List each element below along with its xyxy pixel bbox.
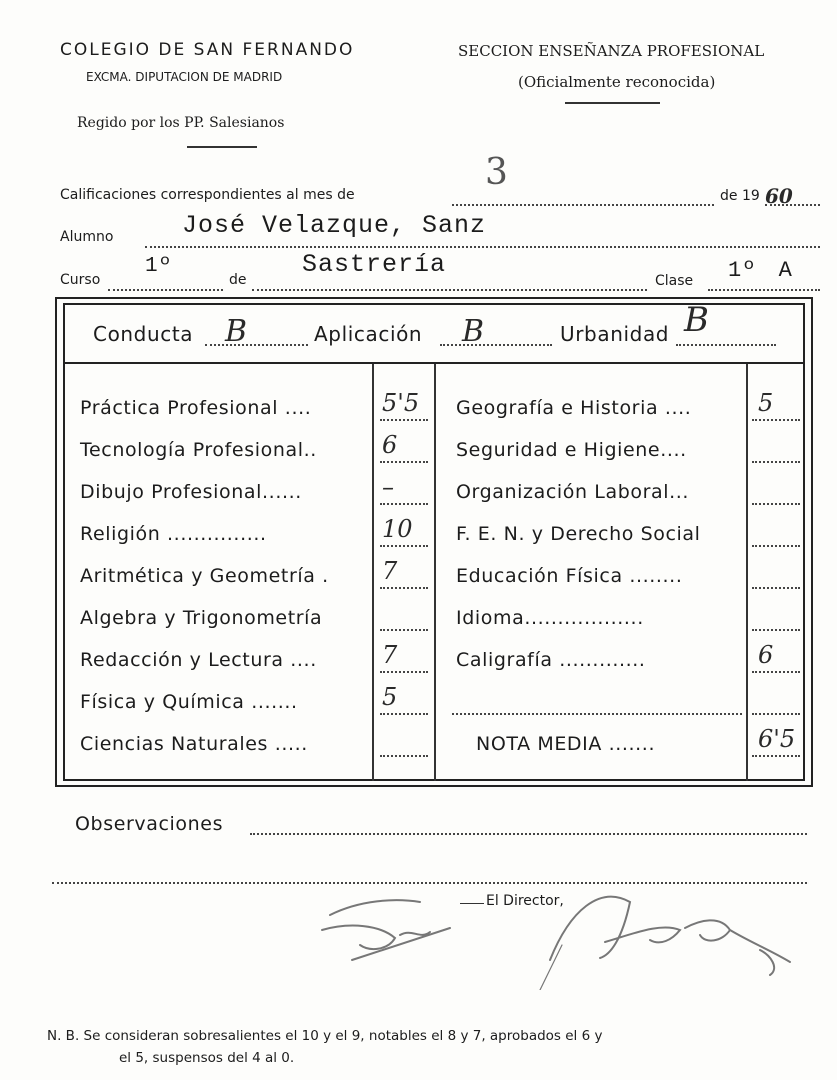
subject-left-name: Religión ............... — [80, 523, 267, 545]
regido-line: Regido por los PP. Salesianos — [77, 115, 285, 131]
clase-dotted-line — [708, 289, 820, 291]
subject-left-grade: 6 — [382, 431, 398, 459]
aplicacion-label: Aplicación — [314, 322, 423, 346]
subject-left-name: Práctica Profesional .... — [80, 397, 312, 419]
month-dotted-line — [452, 204, 714, 206]
left-grade-col-end — [434, 364, 436, 781]
subject-right-grade-line — [752, 629, 800, 631]
subject-right-grade-line — [752, 503, 800, 505]
grading-note-line-2: el 5, suspensos del 4 al 0. — [119, 1050, 295, 1066]
header-rule — [187, 146, 257, 148]
subject-left-name: Aritmética y Geometría . — [80, 565, 329, 587]
urbanidad-dotted-line — [676, 344, 776, 346]
subject-left-grade-line — [380, 545, 428, 547]
subject-left-grade: 5'5 — [382, 389, 420, 417]
curso-dotted-line — [108, 289, 223, 291]
year-value: 60 — [765, 184, 793, 208]
conducta-label: Conducta — [93, 322, 194, 346]
subject-right-grade-line — [752, 713, 800, 715]
year-label: de 19 — [720, 188, 760, 204]
observaciones-dotted-line-1 — [250, 833, 807, 835]
de-label: de — [229, 272, 247, 288]
subject-left-grade-line — [380, 503, 428, 505]
grading-note-line-1: N. B. Se consideran sobresalientes el 10 y el 9, notables el 8 y 7, aprobados el 6 y — [47, 1028, 603, 1044]
alumno-dotted-line — [145, 246, 820, 248]
institution-name: COLEGIO DE SAN FERNANDO — [60, 40, 355, 60]
subject-right-grade-line — [752, 545, 800, 547]
curso-value: 1º — [145, 255, 173, 278]
director-label: El Director, — [486, 893, 564, 909]
subject-left-grade: 5 — [382, 683, 398, 711]
observaciones-label: Observaciones — [75, 813, 224, 835]
curso-label: Curso — [60, 272, 101, 288]
especialidad-dotted-line — [252, 289, 647, 291]
subject-right-grade-line — [752, 419, 800, 421]
subject-right-name: Organización Laboral... — [456, 481, 690, 503]
month-value: 3 — [485, 152, 508, 193]
subject-left-grade-line — [380, 671, 428, 673]
subject-right-name: Educación Física ........ — [456, 565, 683, 587]
subject-left-name: Dibujo Profesional...... — [80, 481, 302, 503]
subject-left-grade-line — [380, 713, 428, 715]
subject-right-grade: 5 — [758, 389, 774, 417]
subject-right-grade-line — [752, 587, 800, 589]
official-line: (Oficialmente reconocida) — [518, 73, 716, 91]
diputacion-line: EXCMA. DIPUTACION DE MADRID — [86, 70, 283, 84]
director-signature — [300, 880, 800, 990]
especialidad-value: Sastrería — [302, 250, 447, 279]
aplicacion-dotted-line — [440, 344, 552, 346]
subject-right-name: F. E. N. y Derecho Social — [456, 523, 701, 545]
subject-left-name: Tecnología Profesional.. — [80, 439, 317, 461]
subject-left-name: Redacción y Lectura .... — [80, 649, 317, 671]
subject-left-name: Ciencias Naturales ..... — [80, 733, 308, 755]
calificaciones-label: Calificaciones correspondientes al mes de — [60, 187, 355, 203]
subject-left-grade: 7 — [382, 641, 398, 669]
nota-media-label: NOTA MEDIA ....... — [476, 733, 656, 755]
subject-left-grade-line — [380, 629, 428, 631]
subject-left-grade-line — [380, 755, 428, 757]
aplicacion-value: B — [462, 314, 485, 349]
conducta-value: B — [225, 314, 248, 349]
clase-value: 1º A — [728, 258, 793, 283]
subject-right-grade-line — [752, 461, 800, 463]
subject-right-name: Seguridad e Higiene.... — [456, 439, 687, 461]
subject-left-grade-line — [380, 587, 428, 589]
subject-right-name: Caligrafía ............. — [456, 649, 646, 671]
subject-left-grade-line — [380, 419, 428, 421]
clase-label: Clase — [655, 273, 694, 289]
left-grade-col-start — [372, 364, 374, 781]
subject-left-name: Algebra y Trigonometría — [80, 607, 323, 629]
subject-right-grade-line — [752, 755, 800, 757]
urbanidad-label: Urbanidad — [560, 322, 670, 346]
subject-right-grade-line — [752, 671, 800, 673]
nota-media-value: 6'5 — [758, 725, 796, 753]
right-grade-col-start — [746, 364, 748, 781]
subject-right-grade: 6 — [758, 641, 774, 669]
subject-left-name: Física y Química ....... — [80, 691, 298, 713]
subject-left-grade: – — [382, 473, 394, 501]
subject-right-name: Geografía e Historia .... — [456, 397, 692, 419]
subject-left-grade: 7 — [382, 557, 398, 585]
section-title: SECCION ENSEÑANZA PROFESIONAL — [458, 42, 765, 60]
alumno-label: Alumno — [60, 229, 114, 245]
alumno-name: José Velazque, Sanz — [182, 211, 487, 240]
subject-left-grade: 10 — [382, 515, 413, 543]
section-rule — [565, 102, 660, 104]
subject-left-grade-line — [380, 461, 428, 463]
conducta-dotted-line — [205, 344, 308, 346]
subject-right-blank-line — [452, 713, 742, 715]
urbanidad-value: B — [684, 300, 709, 340]
subject-right-name: Idioma.................. — [456, 607, 644, 629]
